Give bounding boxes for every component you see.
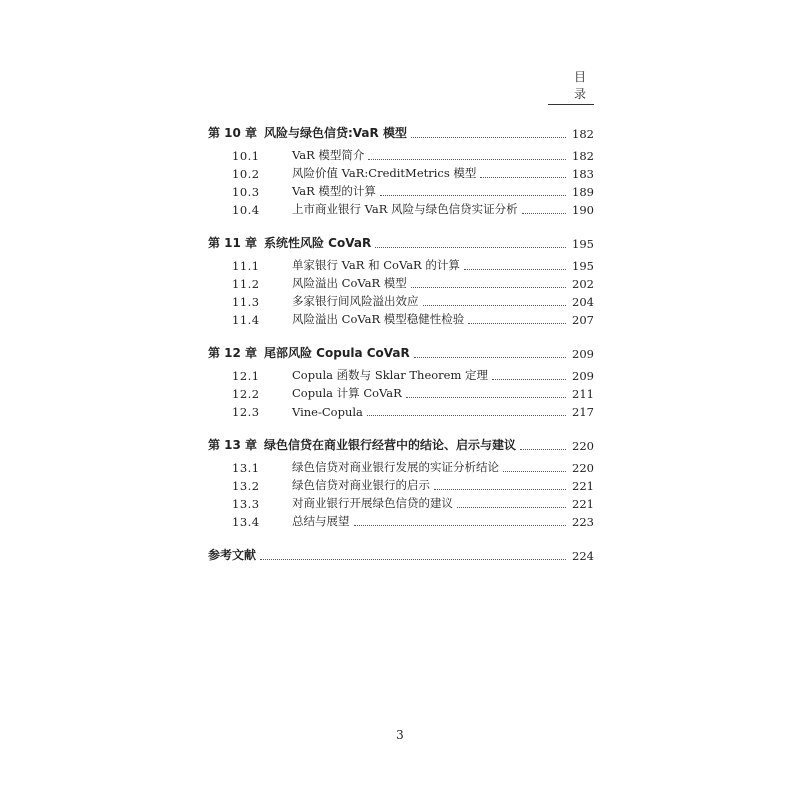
section-page: 223 <box>572 515 594 529</box>
section-page: 202 <box>572 277 594 291</box>
toc-references[interactable] <box>208 539 594 563</box>
toc-chapter-11[interactable] <box>208 227 594 251</box>
section-title: Copula 函数与 Sklar Theorem 定理 <box>292 368 489 382</box>
section-page: 189 <box>572 185 594 199</box>
dot-leader <box>260 559 566 560</box>
toc-section[interactable] <box>208 309 594 327</box>
chapter-page: 220 <box>572 439 594 453</box>
toc-section[interactable] <box>208 493 594 511</box>
section-number: 12.3 <box>232 405 260 419</box>
section-title: Vine-Copula <box>292 405 363 419</box>
toc-section[interactable] <box>208 365 594 383</box>
chapter-page: 209 <box>572 347 594 361</box>
chapter-title: 绿色信贷在商业银行经营中的结论、启示与建议 <box>264 438 517 452</box>
chapter-page: 182 <box>572 127 594 141</box>
chapter-title: 风险与绿色信贷:VaR 模型 <box>264 126 407 140</box>
section-number: 11.4 <box>232 313 260 327</box>
dot-leader <box>375 247 566 248</box>
chapter-title: 系统性风险 CoVaR <box>264 236 372 250</box>
section-number: 13.4 <box>232 515 260 529</box>
section-page: 221 <box>572 497 594 511</box>
toc-section[interactable] <box>208 383 594 401</box>
chapter-number: 第 13 章 <box>208 438 258 452</box>
section-page: 195 <box>572 259 594 273</box>
section-number: 12.2 <box>232 387 260 401</box>
dot-leader <box>380 195 566 196</box>
table-of-contents <box>208 117 594 563</box>
toc-section[interactable] <box>208 511 594 529</box>
toc-section[interactable] <box>208 181 594 199</box>
chapter-number: 第 12 章 <box>208 346 258 360</box>
toc-section[interactable] <box>208 163 594 181</box>
section-title: 绿色信贷对商业银行的启示 <box>292 478 430 492</box>
section-title: 多家银行间风险溢出效应 <box>292 294 419 308</box>
toc-section[interactable] <box>208 475 594 493</box>
dot-leader <box>457 507 566 508</box>
section-page: 190 <box>572 203 594 217</box>
section-title: 风险溢出 CoVaR 模型稳健性检验 <box>292 312 465 326</box>
section-title: Copula 计算 CoVaR <box>292 386 402 400</box>
dot-leader <box>520 449 566 450</box>
section-number: 12.1 <box>232 369 260 383</box>
dot-leader <box>522 213 566 214</box>
section-page: 217 <box>572 405 594 419</box>
chapter-page: 195 <box>572 237 594 251</box>
section-page: 182 <box>572 149 594 163</box>
dot-leader <box>367 415 566 416</box>
section-page: 183 <box>572 167 594 181</box>
dot-leader <box>354 525 567 526</box>
section-page: 220 <box>572 461 594 475</box>
dot-leader <box>434 489 566 490</box>
dot-leader <box>480 177 566 178</box>
section-title: VaR 模型的计算 <box>292 184 376 198</box>
section-number: 11.2 <box>232 277 260 291</box>
section-page: 211 <box>572 387 594 401</box>
toc-section[interactable] <box>208 401 594 419</box>
dot-leader <box>423 305 567 306</box>
section-number: 10.1 <box>232 149 260 163</box>
dot-leader <box>468 323 566 324</box>
section-number: 10.4 <box>232 203 260 217</box>
section-number: 13.2 <box>232 479 260 493</box>
section-title: 总结与展望 <box>292 514 350 528</box>
section-page: 207 <box>572 313 594 327</box>
dot-leader <box>406 397 566 398</box>
section-title: 上市商业银行 VaR 风险与绿色信贷实证分析 <box>292 202 518 216</box>
section-page: 221 <box>572 479 594 493</box>
section-number: 13.3 <box>232 497 260 511</box>
references-page: 224 <box>572 549 594 563</box>
section-number: 13.1 <box>232 461 260 475</box>
section-number: 11.1 <box>232 259 260 273</box>
chapter-number: 第 10 章 <box>208 126 258 140</box>
section-title: 风险价值 VaR:CreditMetrics 模型 <box>292 166 477 180</box>
dot-leader <box>464 269 566 270</box>
references-title: 参考文献 <box>208 548 257 562</box>
section-title: 对商业银行开展绿色信贷的建议 <box>292 496 453 510</box>
section-number: 11.3 <box>232 295 260 309</box>
chapter-title: 尾部风险 Copula CoVaR <box>264 346 410 360</box>
section-number: 10.3 <box>232 185 260 199</box>
section-title: 绿色信贷对商业银行发展的实证分析结论 <box>292 460 499 474</box>
toc-section[interactable] <box>208 255 594 273</box>
section-title: VaR 模型简介 <box>292 148 365 162</box>
toc-section[interactable] <box>208 457 594 475</box>
dot-leader <box>492 379 566 380</box>
chapter-number: 第 11 章 <box>208 236 258 250</box>
toc-chapter-13[interactable] <box>208 429 594 453</box>
dot-leader <box>414 357 566 358</box>
toc-chapter-12[interactable] <box>208 337 594 361</box>
toc-section[interactable] <box>208 273 594 291</box>
dot-leader <box>411 287 566 288</box>
section-page: 204 <box>572 295 594 309</box>
dot-leader <box>503 471 566 472</box>
toc-chapter-10[interactable] <box>208 117 594 141</box>
toc-section[interactable] <box>208 145 594 163</box>
section-number: 10.2 <box>232 167 260 181</box>
dot-leader <box>368 159 566 160</box>
section-title: 单家银行 VaR 和 CoVaR 的计算 <box>292 258 460 272</box>
toc-section[interactable] <box>208 199 594 217</box>
section-title: 风险溢出 CoVaR 模型 <box>292 276 407 290</box>
section-page: 209 <box>572 369 594 383</box>
page-number: 3 <box>396 728 404 742</box>
running-header: 目 录 <box>548 68 594 105</box>
toc-section[interactable] <box>208 291 594 309</box>
dot-leader <box>411 137 566 138</box>
